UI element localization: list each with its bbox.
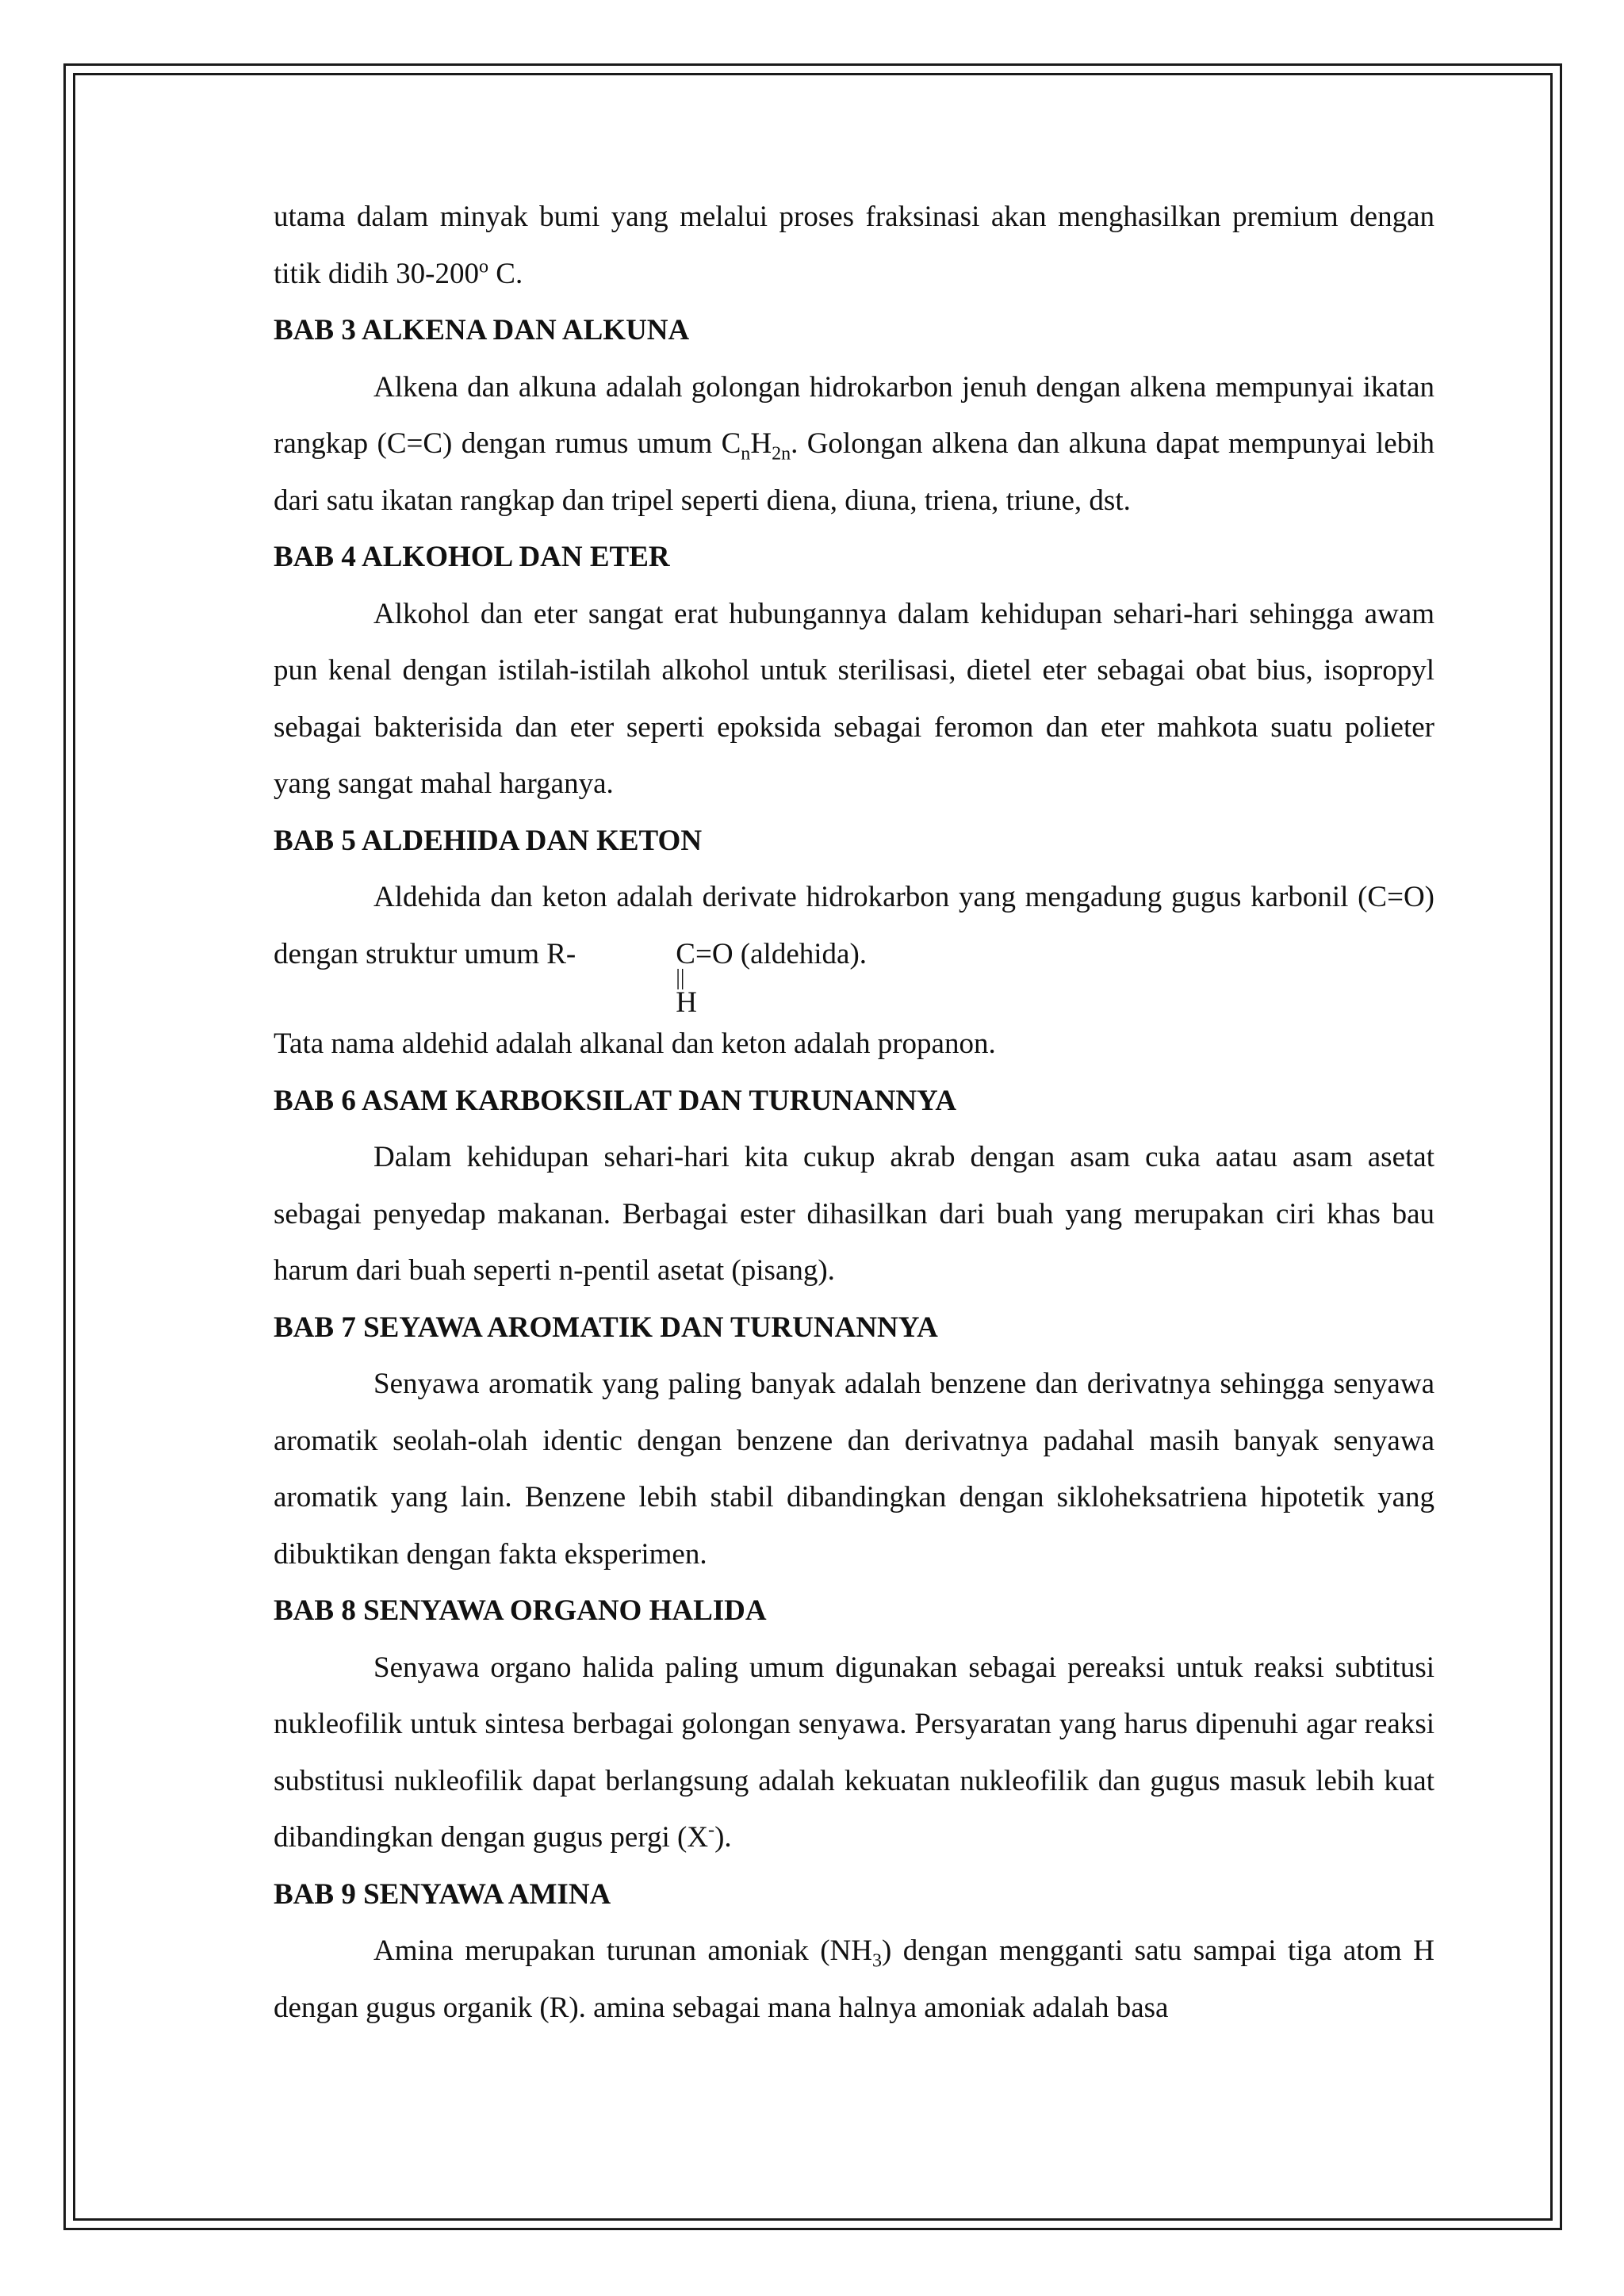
bab3-heading: BAB 3 ALKENA DAN ALKUNA	[274, 314, 690, 346]
bab9-paragraph: Amina merupakan turunan amoniak $(NH_3)$ dengan mengganti satu sampai tiga atom H dengan gugus organik (R). amina sebagai mana halnya amoniak adalah basa	[274, 1934, 1434, 2024]
bab6-paragraph: Dalam kehidupan sehari-hari kita cukup akrab dengan asam cuka aatau asam asetat sebagai penyedap makanan. Berbagai ester dihasilkan dari buah yang merupakan ciri khas bau harum dari buah seperti n-pentil asetat (pisang).	[274, 1141, 1434, 1287]
bab5-paragraph: Aldehida dan keton adalah derivate hidrokarbon yang mengadung gugus karbonil (C=O) dengan struktur umum R- C || H =O (aldehida).	[274, 881, 1434, 1019]
bab5-heading: BAB 5 ALDEHIDA DAN KETON	[274, 824, 703, 857]
bab8-paragraph: Senyawa organo halida paling umum digunakan sebagai pereaksi untuk reaksi subtitusi nukleofilik untuk sintesa berbagai golongan senyawa. Persyaratan yang harus dipenuhi agar reaksi substitusi nukleofilik dapat berlangsung adalah kekuatan nukleofilik dan gugus masuk lebih kuat dibandingkan dengan gugus pergi (X-).	[274, 1651, 1434, 1854]
aldehyde-carbon: C || H	[576, 926, 695, 983]
bab3-paragraph: Alkena dan alkuna adalah golongan hidrokarbon jenuh dengan alkena mempunyai ikatan rangkap (C=C) dengan rumus umum $C_nH_{2n}$. Golongan alkena dan alkuna dapat mempunyai lebih dari satu ikatan rangkap dan tripel seperti diena, diuna, triena, triune, dst.	[274, 370, 1434, 517]
bab7-heading: BAB 7 SEYAWA AROMATIK DAN TURUNANNYA	[274, 1311, 938, 1344]
hydrogen-atom-label: H	[676, 985, 697, 1019]
bab4-heading: BAB 4 ALKOHOL DAN ETER	[274, 541, 670, 573]
document-body	[274, 189, 1434, 2036]
bab5-naming-paragraph: Tata nama aldehid adalah alkanal dan keton adalah propanon.	[274, 1027, 996, 1060]
intro-paragraph: utama dalam minyak bumi yang melalui proses fraksinasi akan menghasilkan premium dengan titik didih 30-200$^o$ C.	[274, 201, 1434, 290]
bab9-heading: BAB 9 SENYAWA AMINA	[274, 1877, 611, 1911]
bab8-heading: BAB 8 SENYAWA ORGANO HALIDA	[274, 1594, 767, 1627]
double-bond-mark: ||	[676, 965, 685, 990]
bab6-heading: BAB 6 ASAM KARBOKSILAT DAN TURUNANNYA	[274, 1084, 957, 1117]
bab7-paragraph: Senyawa aromatik yang paling banyak adalah benzene dan derivatnya sehingga senyawa aromatik seolah-olah identic dengan benzene dan derivatnya padahal masih banyak senyawa aromatik yang lain. Benzene lebih stabil dibandingkan dengan sikloheksatriena hipotetik yang dibuktikan dengan fakta eksperimen.	[274, 1368, 1434, 1571]
bab4-paragraph: Alkohol dan eter sangat erat hubungannya dalam kehidupan sehari-hari sehingga awam pun kenal dengan istilah-istilah alkohol untuk sterilisasi, dietel eter sebagai obat bius, isopropyl sebagai bakterisida dan eter seperti epoksida sebagai feromon dan eter mahkota suatu polieter yang sangat mahal harganya.	[274, 597, 1434, 800]
